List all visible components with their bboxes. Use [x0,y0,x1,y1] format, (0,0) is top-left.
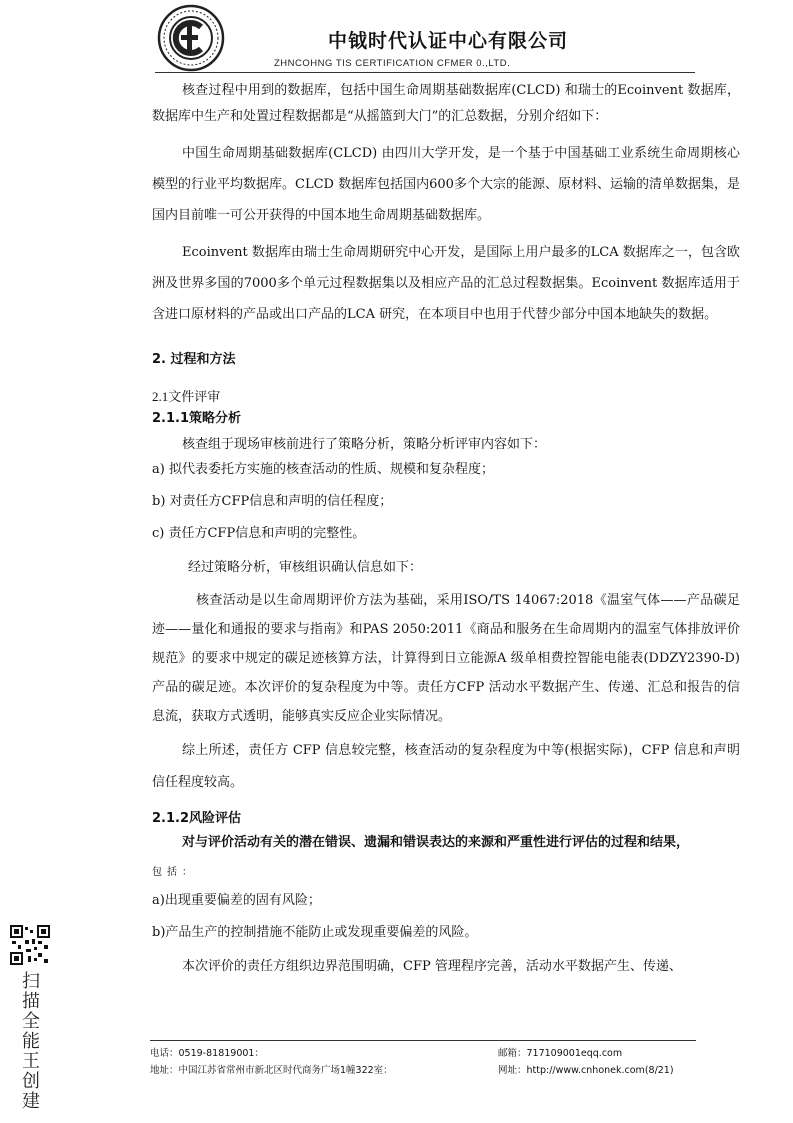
paragraph-clcd: 中国生命周期基础数据库(CLCD) 由四川大学开发，是一个基于中国基础工业系统生命周期核心模型的行业平均数据库。CLCD 数据库包括国内600多个大宗的能源、原材料、运输的清单数据集，是国内目前唯一可公开获得的中国本地生命周期基础数据库。 [152,146,740,223]
paragraph-includes: 包括： [152,867,197,878]
section-heading-2-1-1: 2.1.1策略分析 [152,411,242,426]
list-item: a) 拟代表委托方实施的核查活动的性质、规模和复杂程度； [152,462,494,477]
list-item: a)出现重要偏差的固有风险； [152,893,321,908]
list-item: c) 责任方CFP信息和声明的完整性。 [152,526,366,541]
list-item: b)产品生产的控制措施不能防止或发现重要偏差的风险。 [152,925,478,940]
paragraph-risk: 对与评价活动有关的潜在错误、遗漏和错误表达的来源和严重性进行评估的过程和结果， [182,835,690,850]
paragraph-databases: 核查过程中用到的数据库，包括中国生命周期基础数据库(CLCD) 和瑞士的Ecoinvent 数据库，数据库中生产和处置过程数据都是“从摇篮到大门”的汇总数据，分别介绍如下： [152,83,740,124]
section-heading-2: 2. 过程和方法 [152,352,236,367]
paragraph-method: 核查活动是以生命周期评价方法为基础，采用ISO/TS 14067:2018《温室气体——产品碳足迹——量化和通报的要求与指南》和PAS 2050:2011《商品和服务在生命周期内的温室气体排放评价规范》的要求中规定的碳足迹核算方法，计算得到日立能源A 级单相费控智能电能表(DDZY2390-D) 产品的碳足迹。本次评价的复杂程度为中等。责任方CFP 活动水平数据产生、传递、汇总和报告的信息流，获取方式透明，能够真实反应企业实际情况。 [152,593,740,724]
section-heading-2-1: 2.1文件评审 [152,389,221,404]
document-body [152,78,740,977]
footer-rule [150,1040,696,1041]
paragraph-evaluation: 本次评价的责任方组织边界范围明确，CFP 管理程序完善，活动水平数据产生、传递、 [182,959,682,974]
footer-website: 网址：http://www.cnhonek.com(8/21) [498,1065,674,1076]
paragraph-ecoinvent: Ecoinvent 数据库由瑞士生命周期研究中心开发，是国际上用户最多的LCA 数据库之一，包含欧洲及世界多国的7000多个单元过程数据集以及相应产品的汇总过程数据集。Ecoinvent 数据库适用于含进口原材料的产品或出口产品的LCA 研究，在本项目中也用于代替少部分中国本地缺失的数据。 [152,245,740,322]
footer-address: 地址：中国江苏省常州市新北区时代商务广场1幢322室： [150,1065,393,1076]
paragraph-confirm: 经过策略分析，审核组识确认信息如下： [188,560,423,575]
section-heading-2-1-2: 2.1.2风险评估 [152,811,242,826]
company-name-en: ZHNCOHNG TIS CERTIFICATION CFMER 0.,LTD. [274,58,511,69]
header-rule [155,72,695,73]
paragraph-summary: 综上所述，责任方 CFP 信息较完整，核查活动的复杂程度为中等(根据实际)，CFP 信息和声明信任程度较高。 [152,743,740,790]
footer-email: 邮箱：717109001eqq.com [498,1048,623,1059]
company-logo-icon [157,4,225,72]
footer-phone: 电话：0519-81819001： [150,1048,264,1059]
list-item: b) 对责任方CFP信息和声明的信任程度； [152,494,393,509]
paragraph-strategy: 核查组于现场审核前进行了策略分析，策略分析评审内容如下： [182,437,547,452]
qr-code-icon [10,925,50,965]
scanner-watermark [10,925,55,1111]
company-name-cn: 中钺时代认证中心有限公司 [328,30,569,52]
scanner-label: 扫描全能王创建 [19,971,40,1111]
